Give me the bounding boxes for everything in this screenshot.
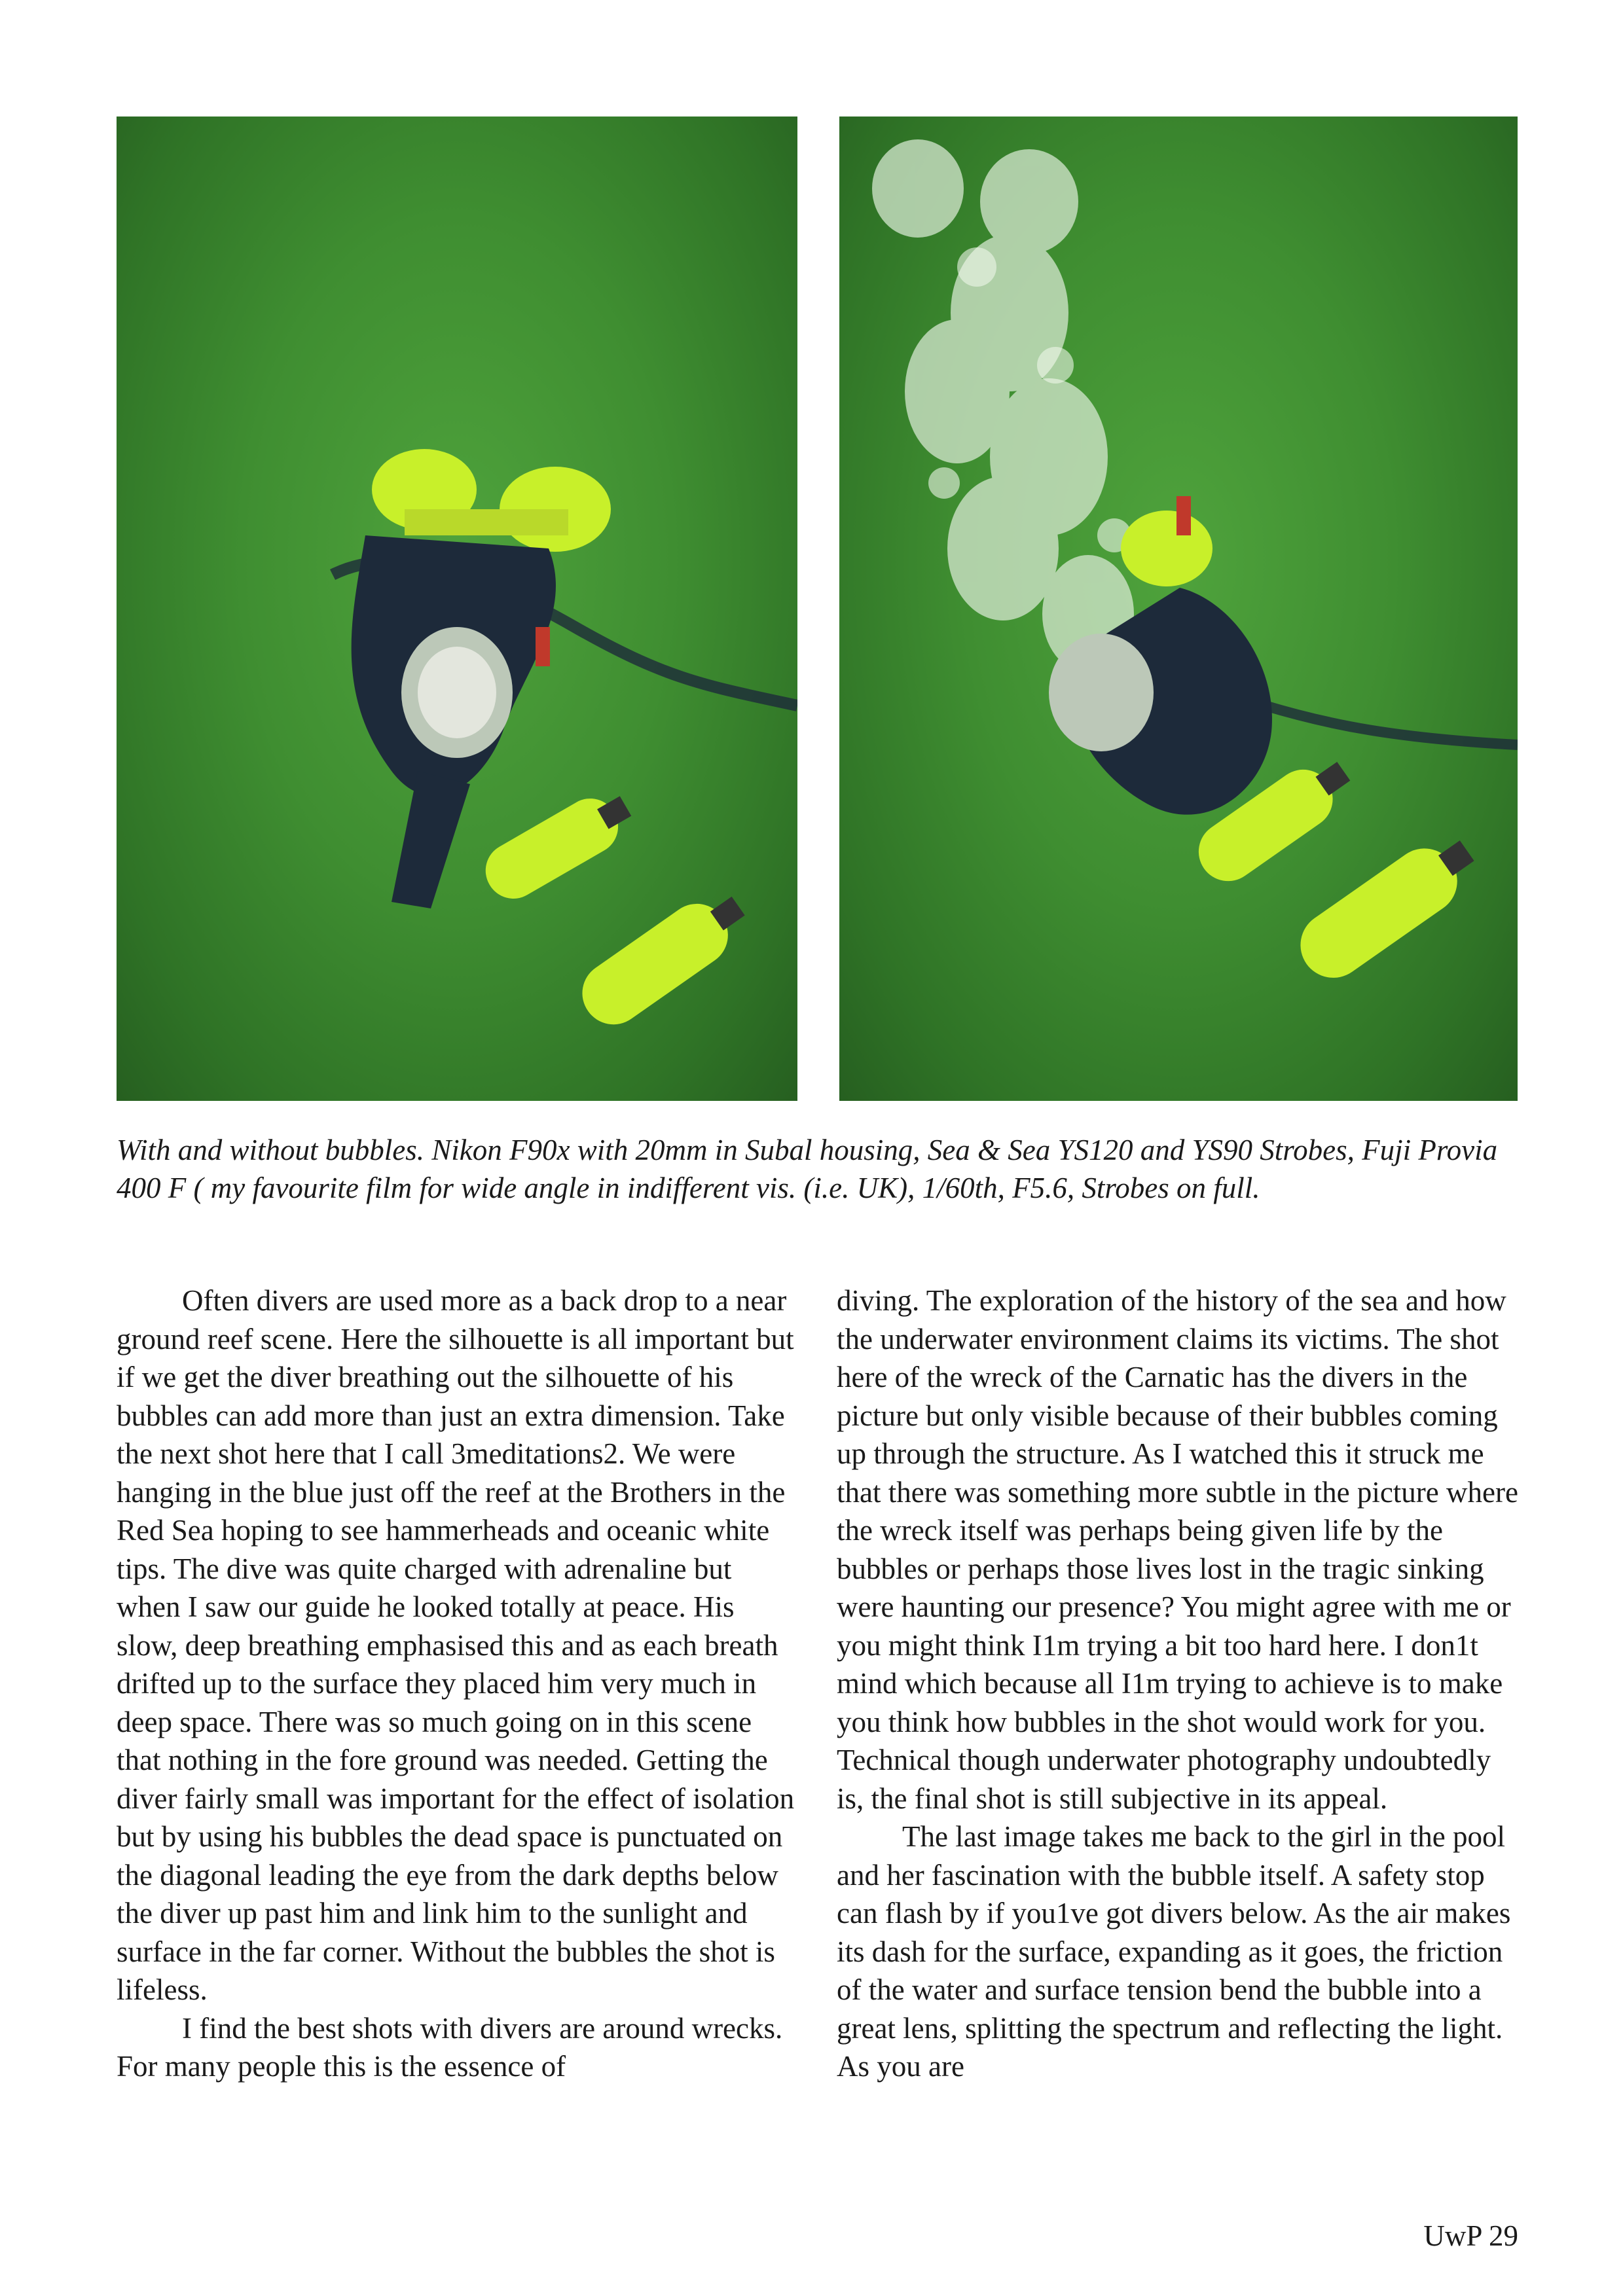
page-number: UwP 29 xyxy=(1423,2219,1518,2252)
photo-diver-with-bubbles xyxy=(839,117,1518,1101)
paragraph: Often divers are used more as a back drop to a near ground reef scene. Here the silhouette is all important but if we get the diver breathing out the silhouette of his bubbles can add more than just an extra dimension. Take the next shot here that I call 3meditations2. We were hanging in the blue just off the reef at the Brothers in the Red Sea hoping to see hammerheads and oceanic white tips. The dive was quite charged with adrenaline but when I saw our guide he looked totally at peace. His slow, deep breathing emphasised this and as each breath drifted up to the surface they placed him very much in deep space. There was so much going on in this scene that nothing in the fore ground was needed. Getting the diver fairly small was important for the effect of isolation but by using his bubbles the dead space is punctuated on the diagonal leading the eye from the dark depths below the diver up past him and link him to the sunlight and surface in the far corner. Without the bubbles the shot is lifeless. xyxy=(117,1284,795,2006)
paragraph: I find the best shots with divers are around wrecks. For many people this is the essence of xyxy=(117,2011,783,2083)
photo-caption: With and without bubbles. Nikon F90x with 20mm in Subal housing, Sea & Sea YS120 and YS90 Strobes, Fuji Provia 400 F ( my favourite film for wide angle in indifferent vis. (i.e. UK), 1/60th, F5.6, Strobes on full. xyxy=(117,1134,1498,1204)
diver-bubbles-illustration xyxy=(839,117,1518,1101)
paragraph: diving. The exploration of the history of the sea and how the underwater environment claims its victims. The shot here of the wreck of the Carnatic has the divers in the picture but only visible because of their bubbles coming up through the structure. As I watched this it struck me that there was something more subtle in the picture where the wreck itself was perhaps being given life by the bubbles or perhaps those lives lost in the tragic sinking were haunting our presence? You might agree with me or you might think I1m trying a bit too hard here. I don1t mind which because all I1m trying to achieve is to make you think how bubbles in the shot would work for you. Technical though underwater photography undoubtedly is, the final shot is still subjective in its appeal. xyxy=(837,1284,1518,1815)
paragraph: The last image takes me back to the girl in the pool and her fascination with the bubble itself. A safety stop can flash by if you1ve got divers below. As the air makes its dash for the surface, expanding as it goes, the friction of the water and surface tension bend the bubble into a great lens, splitting the spectrum and reflecting the light. As you are xyxy=(837,1820,1511,2083)
body-column-left xyxy=(117,1282,797,2086)
diver-illustration xyxy=(117,117,797,1101)
photo-diver-without-bubbles xyxy=(117,117,797,1101)
body-column-right xyxy=(837,1282,1524,2086)
